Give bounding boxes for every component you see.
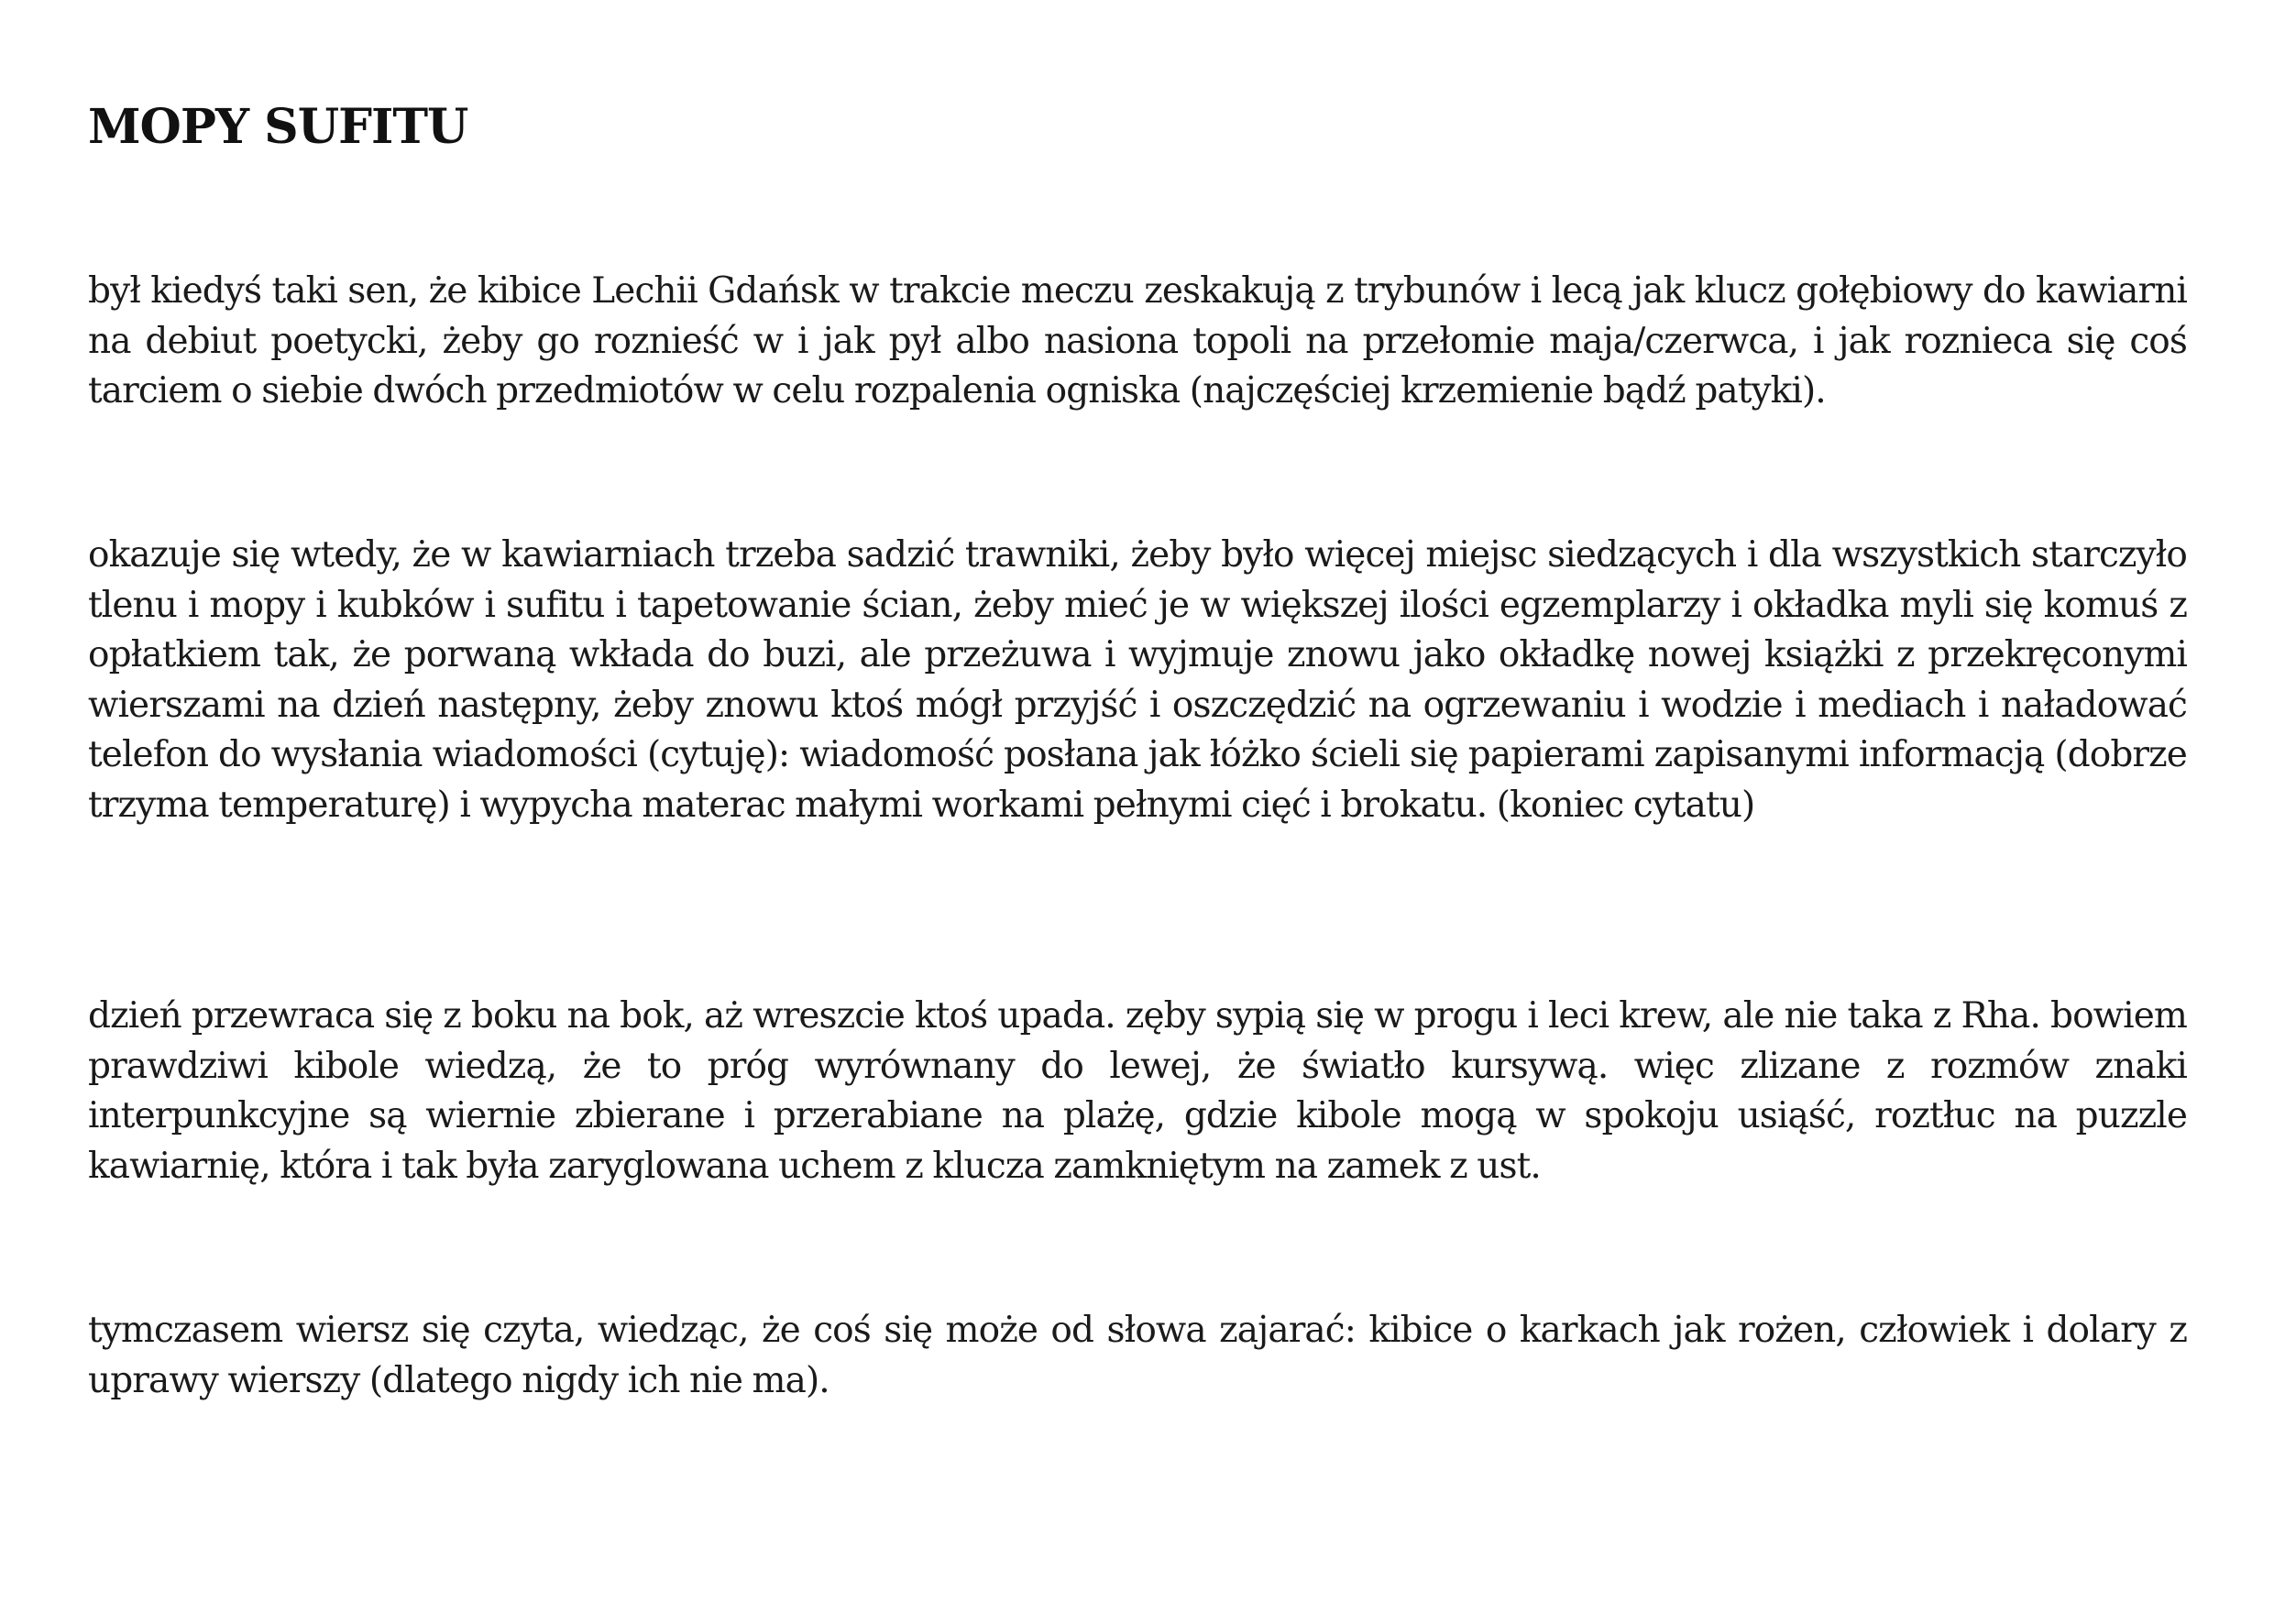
paragraph-1: był kiedyś taki sen, że kibice Lechii Gdańsk w trakcie meczu zeskakują z trybunów i lecą jak klucz gołębiowy do kawiarni na debiut poetycki, żeby go roznieść w i jak pył albo nasiona topoli na przełomie maja/czerwca, i jak roznieca się coś tarciem o siebie dwóch przedmiotów w celu rozpalenia ogniska (najczęściej krzemienie bądź patyki). [88,270,2187,411]
paragraph-4: tymczasem wiersz się czyta, wiedząc, że coś się może od słowa zajarać: kibice o karkach jak rożen, człowiek i dolary z uprawy wierszy (dlatego nigdy ich nie ma). [88,1310,2187,1401]
paragraph-2: okazuje się wtedy, że w kawiarniach trzeba sadzić trawniki, żeby było więcej miejsc siedzących i dla wszystkich starczyło tlenu i mopy i kubków i sufitu i tapetowanie ścian, żeby mieć je w większej ilości egzemplarzy i okładka myli się komuś z opłatkiem tak, że porwaną wkłada do buzi, ale przeżuwa i wyjmuje znowu jako okładkę nowej książki z przekręconymi wierszami na dzień następny, żeby znowu ktoś mógł przyjść i oszczędzić na ogrzewaniu i wodzie i mediach i naładować telefon do wysłania wiadomości (cytuję): wiadomość posłana jak łóżko ścieli się papierami zapisanymi informacją (dobrze trzyma temperaturę) i wypycha materac małymi workami pełnymi cięć i brokatu. (koniec cytatu) [88,534,2187,826]
page-title: MOPY SUFITU [88,99,468,155]
paragraph-3: dzień przewraca się z boku na bok, aż wreszcie ktoś upada. zęby sypią się w progu i leci krew, ale nie taka z Rha. bowiem prawdziwi kibole wiedzą, że to próg wyrównany do lewej, że światło kursywą. więc zlizane z rozmów znaki interpunkcyjne są wiernie zbierane i przerabiane na plażę, gdzie kibole mogą w spokoju usiąść, roztłuc na puzzle kawiarnię, która i tak była zaryglowana uchem z klucza zamkniętym na zamek z ust. [88,995,2187,1187]
